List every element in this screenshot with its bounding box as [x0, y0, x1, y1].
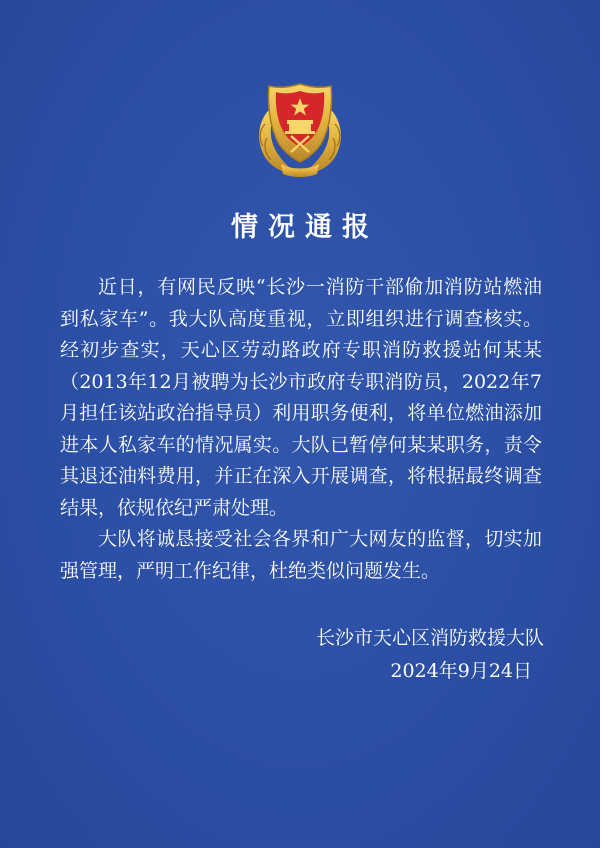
- notice-title: 情况通报: [231, 212, 379, 243]
- notice-paragraph-2: 大队将诚恳接受社会各界和广大网友的监督，切实加强管理，严明工作纪律，杜绝类似问题发生。: [60, 528, 542, 582]
- fire-rescue-emblem-icon: [251, 78, 349, 182]
- notice-body: [60, 272, 542, 587]
- signature-date: 2024年9月24日: [390, 660, 532, 682]
- signature-block: [316, 622, 544, 688]
- notice-paragraph-1: 近日，有网民反映“长沙一消防干部偷加消防站燃油到私家车”。我大队高度重视，立即组织进行调查核实。经初步查实，天心区劳动路政府专职消防救援站何某某（2013年12月被聘为长沙市政府专职消防员，2022年7月担任该站政治指导员）利用职务便利，将单位燃油添加进本人私家车的情况属实。大队已暂停何某某职务，责令其退还油料费用，并正在深入开展调查，将根据最终调查结果，依规依纪严肃处理。: [60, 276, 542, 519]
- signature-organization: 长沙市天心区消防救援大队: [315, 627, 544, 649]
